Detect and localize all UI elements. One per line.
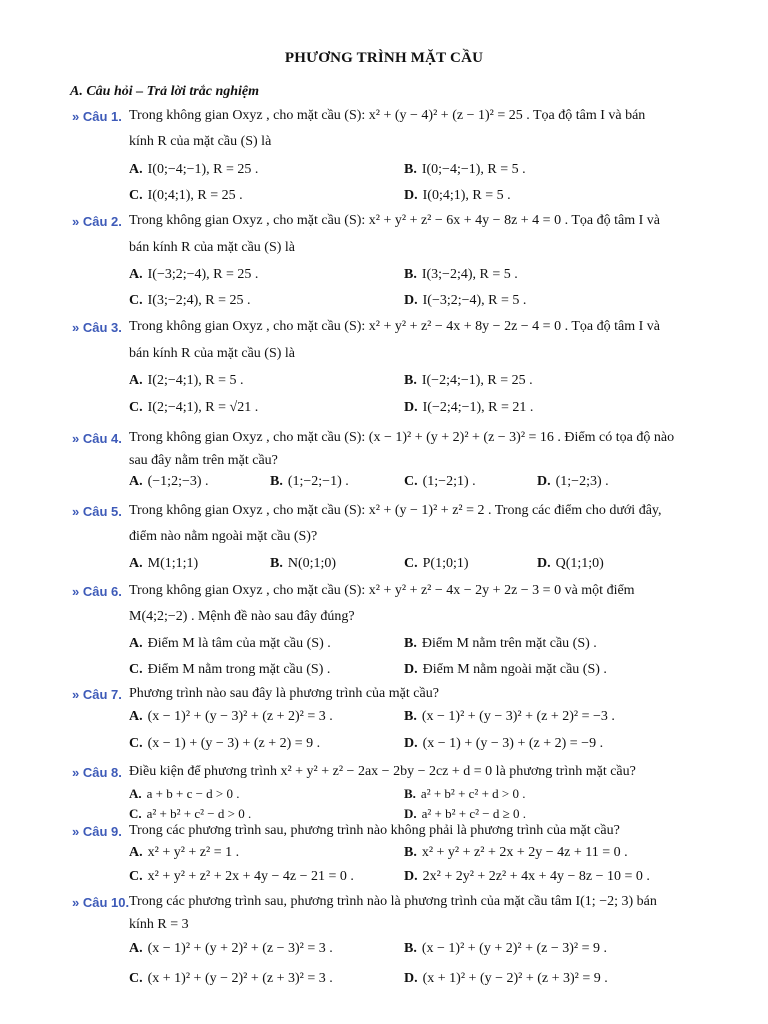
option-letter: D. [404,971,418,986]
option-text: I(−3;2;−4), R = 5 . [422,293,527,308]
option-text: (−1;2;−3) . [147,474,209,489]
option-b [404,636,597,652]
question-number: » Câu 2. [72,214,122,229]
option-text: M(1;1;1) [147,556,199,571]
option-c [404,474,476,490]
option-text: Điểm M nằm trong mặt cầu (S) . [147,662,331,677]
option-letter: C. [129,188,143,203]
option-d [404,971,608,987]
option-text: (x − 1) + (y − 3) + (z + 2) = −9 . [422,736,604,751]
option-letter: B. [270,474,283,489]
option-a [129,845,239,861]
question-text-line: Trong không gian Oxyz , cho mặt cầu (S): x² + y² + z² − 4x + 8y − 2z − 4 = 0 . Tọa độ tâm I và [129,319,660,334]
question-number: » Câu 10. [72,895,130,910]
option-text: P(1;0;1) [422,556,469,571]
question-text-line: Trong không gian Oxyz , cho mặt cầu (S): x² + (y − 4)² + (z − 1)² = 25 . Tọa độ tâm I và bán [129,108,646,123]
option-text: I(0;4;1), R = 5 . [422,188,511,203]
option-text: N(0;1;0) [287,556,337,571]
option-d [537,556,604,572]
option-b [270,474,349,490]
option-a [129,709,333,725]
option-letter: C. [129,971,143,986]
option-letter: D. [404,400,418,415]
question-text-line: kính R của mặt cầu (S) là [129,134,272,149]
option-c [129,188,243,204]
option-letter: A. [129,162,143,177]
option-letter: D. [404,293,418,308]
option-text: I(0;−4;−1), R = 5 . [421,162,526,177]
option-b [404,845,628,861]
option-letter: D. [537,556,551,571]
option-a [129,556,198,572]
question-text-line: bán kính R của mặt cầu (S) là [129,346,296,361]
option-d [537,474,609,490]
option-letter: C. [129,736,143,751]
option-letter: C. [129,869,143,884]
option-a [129,373,244,389]
option-text: x² + y² + z² + 2x + 4y − 4z − 21 = 0 . [147,869,354,884]
option-c [129,293,251,309]
option-b [404,709,615,725]
section-heading: A. Câu hỏi – Trả lời trắc nghiệm [70,84,260,99]
question-text-line: bán kính R của mặt cầu (S) là [129,240,296,255]
option-letter: B. [404,162,417,177]
option-text: a² + b² + c² + d > 0 . [420,786,526,801]
option-text: a + b + c − d > 0 . [146,786,240,801]
option-text: (x + 1)² + (y − 2)² + (z + 3)² = 3 . [147,971,333,986]
option-text: (x − 1)² + (y + 2)² + (z − 3)² = 9 . [421,941,607,956]
option-text: Điểm M là tâm của mặt cầu (S) . [147,636,331,651]
option-text: Điểm M nằm trên mặt cầu (S) . [421,636,597,651]
option-c [129,736,320,752]
option-b [404,941,607,957]
option-letter: A. [129,267,143,282]
option-text: I(2;−4;1), R = √21 . [147,400,259,415]
question-number: » Câu 6. [72,584,122,599]
option-letter: C. [404,556,418,571]
question-text-line: Trong các phương trình sau, phương trình nào không phải là phương trình của mặt cầu? [129,823,620,838]
option-text: a² + b² + c² − d ≥ 0 . [421,806,527,821]
option-letter: B. [270,556,283,571]
option-b [270,556,336,572]
question-text-line: Trong không gian Oxyz , cho mặt cầu (S): x² + y² + z² − 6x + 4y − 8z + 4 = 0 . Tọa độ tâm I và [129,213,660,228]
option-b [404,373,533,389]
option-letter: A. [129,786,142,801]
question-text-line: sau đây nằm trên mặt cầu? [129,453,278,468]
option-letter: A. [129,556,143,571]
question-text-line: Trong không gian Oxyz , cho mặt cầu (S): x² + y² + z² − 4x − 2y + 2z − 3 = 0 và một điểm [129,583,635,598]
question-text-line: Trong không gian Oxyz , cho mặt cầu (S): x² + (y − 1)² + z² = 2 . Trong các điểm cho dưới đây, [129,503,662,518]
option-d [404,869,650,885]
option-letter: D. [404,188,418,203]
question-number: » Câu 4. [72,431,122,446]
option-text: (1;−2;1) . [422,474,476,489]
question-number: » Câu 3. [72,320,122,335]
option-text: I(3;−2;4), R = 5 . [421,267,518,282]
option-text: (x − 1)² + (y − 3)² + (z + 2)² = −3 . [421,709,615,724]
option-letter: D. [537,474,551,489]
option-d [404,662,607,678]
option-letter: D. [404,736,418,751]
option-a [129,474,209,490]
option-d [404,188,511,204]
option-b [404,267,518,283]
option-d [404,400,533,416]
option-a [129,786,240,802]
option-c [129,662,330,678]
question-number: » Câu 8. [72,765,122,780]
option-letter: C. [129,662,143,677]
option-d [404,293,526,309]
option-text: Q(1;1;0) [555,556,604,571]
question-text-line: M(4;2;−2) . Mệnh đề nào sau đây đúng? [129,609,355,624]
option-a [129,636,331,652]
option-text: (1;−2;3) . [555,474,609,489]
option-a [129,162,258,178]
option-b [404,786,525,802]
question-number: » Câu 1. [72,109,122,124]
option-letter: A. [129,845,143,860]
question-text-line: Điều kiện để phương trình x² + y² + z² − 2ax − 2by − 2cz + d = 0 là phương trình mặt cầu? [129,764,636,779]
option-text: (x − 1) + (y − 3) + (z + 2) = 9 . [147,736,321,751]
option-letter: A. [129,636,143,651]
option-text: I(0;4;1), R = 25 . [147,188,243,203]
option-a [129,941,333,957]
question-text-line: Trong không gian Oxyz , cho mặt cầu (S): (x − 1)² + (y + 2)² + (z − 3)² = 16 . Điểm có tọa độ nào [129,430,675,445]
option-letter: A. [129,941,143,956]
option-text: (x − 1)² + (y + 2)² + (z − 3)² = 3 . [147,941,333,956]
option-text: 2x² + 2y² + 2z² + 4x + 4y − 8z − 10 = 0 . [422,869,650,884]
option-text: I(−2;4;−1), R = 25 . [421,373,533,388]
option-text: (x + 1)² + (y − 2)² + (z + 3)² = 9 . [422,971,608,986]
option-text: (1;−2;−1) . [287,474,349,489]
option-text: I(2;−4;1), R = 5 . [147,373,244,388]
option-letter: B. [404,786,416,801]
option-letter: B. [404,941,417,956]
option-a [129,267,258,283]
option-text: I(−2;4;−1), R = 21 . [422,400,534,415]
option-letter: C. [129,806,142,821]
document-title: PHƯƠNG TRÌNH MẶT CẦU [284,50,484,66]
option-c [129,400,258,416]
option-c [129,971,333,987]
option-letter: B. [404,373,417,388]
option-c [404,556,469,572]
option-text: I(3;−2;4), R = 25 . [147,293,251,308]
option-text: a² + b² + c² − d > 0 . [146,806,252,821]
option-text: x² + y² + z² = 1 . [147,845,240,860]
option-c [129,869,354,885]
option-letter: B. [404,709,417,724]
option-letter: C. [129,293,143,308]
option-letter: B. [404,636,417,651]
option-letter: A. [129,709,143,724]
option-c [129,806,251,822]
option-text: Điểm M nằm ngoài mặt cầu (S) . [422,662,607,677]
option-text: (x − 1)² + (y − 3)² + (z + 2)² = 3 . [147,709,333,724]
question-text-line: Phương trình nào sau đây là phương trình của mặt cầu? [129,686,439,701]
option-letter: A. [129,474,143,489]
option-text: I(0;−4;−1), R = 25 . [147,162,259,177]
option-letter: D. [404,869,418,884]
question-number: » Câu 9. [72,824,122,839]
option-letter: D. [404,662,418,677]
option-letter: A. [129,373,143,388]
option-d [404,806,526,822]
question-number: » Câu 7. [72,687,122,702]
option-letter: C. [129,400,143,415]
option-letter: D. [404,806,417,821]
question-text-line: kính R = 3 [129,917,189,932]
option-d [404,736,603,752]
option-text: x² + y² + z² + 2x + 2y − 4z + 11 = 0 . [421,845,628,860]
question-text-line: Trong các phương trình sau, phương trình nào là phương trình của mặt cầu tâm I(1; −2; 3) bán [129,894,657,909]
option-b [404,162,526,178]
option-letter: B. [404,267,417,282]
option-letter: C. [404,474,418,489]
question-number: » Câu 5. [72,504,122,519]
option-letter: B. [404,845,417,860]
option-text: I(−3;2;−4), R = 25 . [147,267,259,282]
question-text-line: điểm nào nằm ngoài mặt cầu (S)? [129,529,318,544]
